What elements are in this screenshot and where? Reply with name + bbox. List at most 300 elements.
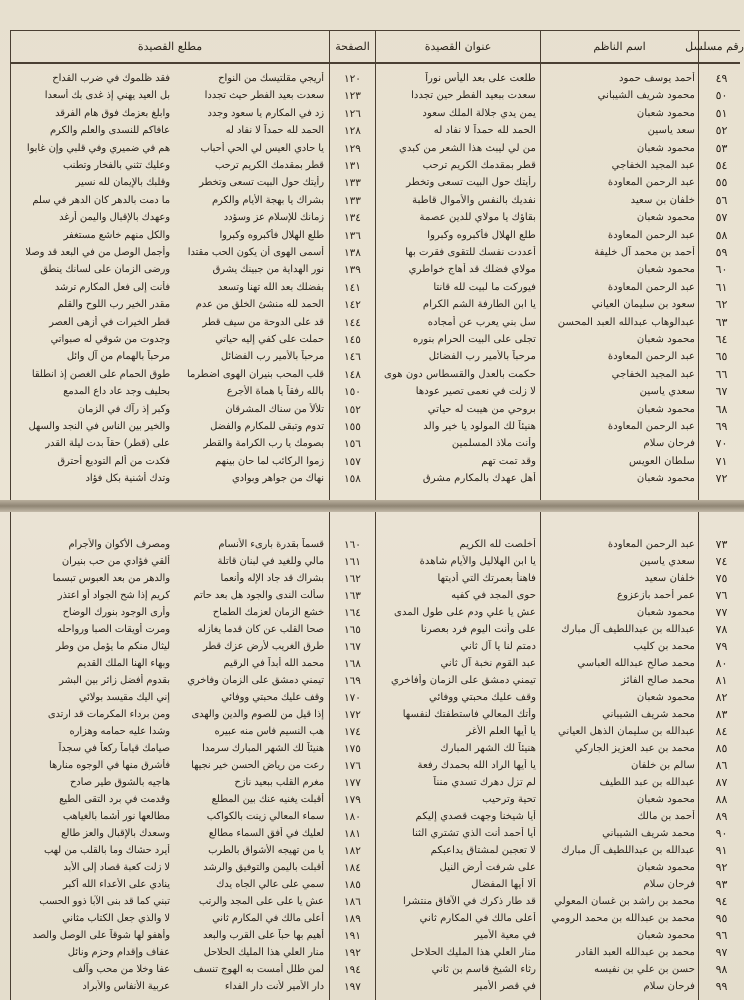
poem-title: طلعت على بعد اليأس نوراً: [425, 73, 536, 84]
poet-name: سعد ياسين: [647, 125, 695, 137]
opening-second-hemistich: وقلبك بالإيمان لله نسير: [75, 177, 170, 189]
page-number: ١٢٨: [344, 125, 361, 138]
row-number: ٨٣: [715, 708, 728, 721]
opening-second-hemistich: فأنت إلى فعل المكارم ترشد: [54, 281, 170, 293]
opening-second-hemistich: لا والذي جعل الكتاب مثاني: [62, 913, 170, 924]
poem-title: عبد القوم نخبة آل ثاني: [440, 658, 536, 669]
poet-name: عبد الرحمن المعاودة: [607, 229, 695, 241]
poem-title: يا ابن الطارفة الشم الكرام: [422, 299, 536, 311]
opening-second-hemistich: عربية الأنفاس والأبراد: [82, 981, 170, 992]
poet-name: محمد شريف الشيباني: [602, 828, 695, 839]
opening-first-hemistich: بالله رفقاً يا هماة الأجرع: [226, 386, 324, 398]
opening-second-hemistich: والدهر من بعد العبوس تبسما: [52, 573, 170, 584]
opening-first-hemistich: سألت الندى والجود هل بعد حاتم: [193, 590, 324, 601]
poem-title: قد طار ذكرك في الآفاق منتشرا: [403, 896, 536, 907]
row-number: ٨٥: [715, 742, 728, 755]
page-number: ١٤٦: [344, 351, 361, 364]
header-poet-name: اسم الناظم: [593, 40, 646, 53]
row-number: ٦٨: [715, 402, 728, 416]
bottom-page: [0, 512, 744, 1000]
row-number: ٩٣: [715, 878, 728, 891]
opening-first-hemistich: منار العلي هذا المليك الحلاحل: [203, 947, 324, 958]
opening-first-hemistich: عش يا على على المجد والرتب: [198, 896, 324, 907]
poet-name: محمد صالح الفائز: [621, 675, 695, 686]
poet-name: محمد بن كليب: [633, 641, 695, 652]
row-number: ٥٥: [715, 176, 728, 190]
row-number: ٥٧: [715, 211, 728, 225]
opening-first-hemistich: هب النسيم فاس منه عبيره: [214, 726, 324, 737]
page-number: ١٢٠: [344, 73, 361, 85]
poet-name: محمد صالح عبدالله العباسي: [577, 658, 695, 669]
poem-title: لم تزل دهرك تسدي منناً: [433, 777, 536, 788]
poem-title: حوى المجد في كفيه: [451, 590, 536, 601]
poet-name: عمر أحمد بازعزوع: [617, 590, 695, 601]
opening-second-hemistich: عفاف وإقدام وحزم ونائل: [67, 947, 170, 958]
opening-second-hemistich: وأرى الوجود بنورك الوضاح: [62, 607, 170, 618]
row-number: ٨٨: [715, 793, 728, 806]
poem-title: حكمت بالعدل والقسطاس دون هوى: [383, 368, 536, 380]
poem-title: هنيئاً لك الشهر المبارك: [440, 743, 536, 754]
row-number: ٦٣: [715, 315, 728, 329]
poem-title: على وأنت اليوم فرد بعصرنا: [420, 624, 536, 635]
opening-second-hemistich: على (قطر) حقاً بدت ليلة القدر: [45, 438, 170, 450]
row-number: ٨٧: [715, 776, 728, 789]
opening-first-hemistich: الحمد لله حمداً لا نفاد له: [225, 125, 324, 137]
poet-name: محمد بن عبد العزيز الجاركي: [574, 743, 695, 754]
poem-title: أعلى مالك في المكارم ثاني: [419, 913, 536, 924]
opening-first-hemistich: قسماً بقدرة بارىء الأنسام: [218, 539, 324, 550]
opening-first-hemistich: لعليك في أفق السماء مطالع: [208, 828, 324, 839]
row-number: ٨٠: [715, 657, 728, 670]
opening-second-hemistich: ورضى الزمان على لسانك ينطق: [40, 264, 170, 276]
poem-title: يا ابن الهلاليل والأيام شاهدة: [419, 556, 536, 567]
poet-name: أحمد بن مالك: [637, 811, 695, 822]
poem-title: مرحباً بالأمير رب الفضائل: [428, 351, 536, 363]
poet-name: محمد بن عبدالله بن محمد الرومي: [551, 913, 695, 924]
opening-first-hemistich: لمن طلل أمست به الهوج تنسف: [193, 964, 324, 975]
row-number: ٧٤: [715, 555, 728, 568]
opening-first-hemistich: زمانك للإسلام عز وسؤدد: [223, 212, 324, 224]
row-number: ٧٩: [715, 640, 728, 653]
poem-title: رثاء الشيخ قاسم بن ثاني: [431, 964, 536, 975]
poet-name: عبد الرحمن المعاودة: [607, 539, 695, 550]
row-number: ٩٤: [715, 895, 728, 908]
page-number: ١٨٠: [344, 811, 361, 823]
row-number: ٥٣: [715, 141, 728, 155]
poet-name: عبد المجيد الخفاجي: [611, 160, 695, 171]
opening-second-hemistich: عفا وخلا من محب وآلف: [72, 964, 170, 975]
page-number: ١٢٦: [344, 107, 361, 120]
poet-name: عبد الرحمن المعاودة: [607, 351, 695, 363]
page-number: ١٨٦: [344, 896, 361, 908]
row-number: ٩٧: [715, 946, 728, 959]
poet-name: عبدالله بن سليمان الذهل العياني: [558, 726, 695, 737]
page-number: ١٦٧: [344, 641, 361, 653]
page-number: ١٧٩: [344, 794, 361, 806]
page-number: ١٥٧: [344, 455, 361, 468]
opening-second-hemistich: وعهدك بالإقبال واليمن أرغد: [59, 212, 170, 224]
opening-first-hemistich: وقف عليك محبتي ووفائي: [221, 692, 324, 703]
page-number: ١٤٢: [344, 299, 361, 312]
poem-title: وأنت ملاذ المسلمين: [451, 438, 536, 450]
column-rule-title: [375, 512, 376, 1000]
opening-first-hemistich: بشراك قد جاد الإله وأنعما: [220, 573, 324, 584]
poet-name: أحمد بن محمد آل خليفة: [594, 247, 695, 258]
row-number: ٧٨: [715, 623, 728, 636]
poet-name: محمد شريف الشيباني: [602, 709, 695, 720]
opening-second-hemistich: وبهاء الهنا الملك القديم: [77, 658, 170, 669]
poem-title: على شرفت أرض النيل: [439, 862, 536, 873]
frame-left-rule: [10, 30, 11, 500]
page-number: ١٥٨: [344, 473, 361, 486]
row-number: ٦٠: [715, 263, 728, 277]
poet-name: سعدي ياسين: [639, 386, 695, 398]
row-number: ٦٩: [715, 420, 728, 433]
opening-second-hemistich: ما دمت بالدهر كان الدهر في سلم: [32, 194, 170, 206]
row-number: ٩٩: [715, 980, 728, 993]
page-number: ١٦٢: [344, 573, 361, 585]
poet-name: محمود شعبان: [636, 862, 695, 873]
page-number: ١٨٢: [344, 845, 361, 857]
row-number: ٨١: [715, 674, 728, 687]
opening-second-hemistich: والكل منهم خاشع مستغفر: [63, 229, 170, 241]
header-number: رقم مسلسل: [685, 40, 744, 53]
row-number: ٩٨: [715, 963, 728, 976]
opening-second-hemistich: ومصرف الأكوان والأجرام: [68, 539, 170, 550]
page-number: ١٧٥: [344, 743, 361, 755]
page-number: ١٩١: [344, 930, 361, 942]
opening-first-hemistich: زموا الركائب لما حان بينهم: [215, 455, 324, 467]
poem-title: بروحي من هيبت له حياتي: [427, 403, 536, 415]
page-number: ١٤٨: [344, 368, 361, 381]
frame-left-rule: [10, 512, 11, 1000]
opening-second-hemistich: كريم إذا شح الجواد أو اعتذر: [57, 590, 170, 601]
poem-title: يمن يدي جلالة الملك سعود: [422, 107, 536, 119]
poem-title: دمتم لنا يا آل ثاني: [460, 641, 536, 652]
poet-name: محمود شعبان: [636, 212, 695, 224]
row-number: ٦٢: [715, 298, 728, 312]
poem-title: هنيئاً لك المولود يا خير والد: [423, 421, 536, 432]
poem-title: تجلى على البيت الحرام بنوره: [413, 334, 536, 345]
opening-first-hemistich: تدوم وتبقى للمكارم والفضل: [210, 421, 324, 432]
poet-name: محمود شعبان: [636, 607, 695, 618]
poet-name: محمود شعبان: [636, 107, 695, 119]
page-number: ١٣٩: [344, 264, 361, 277]
opening-first-hemistich: مرحباً بالأمير رب الفضائل: [220, 351, 324, 363]
opening-first-hemistich: يا حادي العيس لي الحي أحباب: [200, 142, 324, 154]
poet-name: خلفان بن سعيد: [630, 194, 695, 206]
poet-name: حسن بن علي بن نفيسه: [594, 964, 695, 975]
row-number: ٤٩: [715, 72, 728, 85]
poem-title: قطر بمقدمك الكريم ترحب: [422, 160, 536, 171]
poem-title: مولاي فضلك قد أهاج خواطري: [408, 264, 536, 276]
opening-first-hemistich: قطر بمقدمك الكريم ترحب: [214, 160, 324, 171]
page-number: ١٩٢: [344, 947, 361, 959]
page-number: ١٣٦: [344, 229, 361, 242]
opening-second-hemistich: وأهفو لها شوقاً على الوصل والصد: [32, 930, 170, 941]
page-number: ١٣٣: [344, 177, 361, 190]
opening-second-hemistich: ليثال منكم ما يؤمل من وطر: [55, 641, 170, 652]
page-number: ١٩٤: [344, 964, 361, 976]
row-number: ٩٥: [715, 912, 728, 925]
page-number: ١٥٥: [344, 421, 361, 433]
row-number: ٨٩: [715, 810, 728, 823]
row-number: ٧١: [715, 454, 728, 468]
opening-second-hemistich: وشدا عليه حمامه وهزاره: [69, 726, 170, 737]
poet-name: فرحان سلام: [643, 981, 695, 992]
opening-second-hemistich: فكدت من ألم التوديع أحترق: [57, 455, 170, 467]
opening-second-hemistich: وابلغ بعزمك فوق هام الفرقد: [55, 107, 170, 119]
poem-title: فيوركت ما لبيت لله قانتا: [433, 281, 536, 293]
row-number: ٩٢: [715, 861, 728, 874]
opening-first-hemistich: سماء المعالي زينت بالكواكب: [206, 811, 324, 822]
poet-name: خلفان سعيد: [644, 573, 695, 584]
opening-second-hemistich: ومن برداء المكرمات قد ارتدى: [47, 709, 170, 720]
opening-second-hemistich: مطالعها نور أشما بالغياهب: [62, 811, 170, 822]
poet-name: محمود شعبان: [636, 794, 695, 805]
poem-title: أيا أحمد أنت الذي تشتري الثنا: [411, 828, 536, 839]
poem-title: وقف عليك محبتي ووفائي: [429, 692, 536, 703]
opening-first-hemistich: إذا قيل من للصوم والدين والهدى: [191, 709, 324, 720]
poem-title: عش يا علي ودم على طول المدى: [393, 607, 536, 618]
poet-name: عبد الرحمن المعاودة: [607, 281, 695, 293]
row-number: ٨٦: [715, 759, 728, 772]
opening-first-hemistich: نهاك من جواهر وبوادي: [231, 473, 324, 485]
poem-title: لا تعجبن لمشتاق يداعبكم: [430, 845, 536, 856]
poem-title: في معية الأمير: [474, 930, 536, 941]
page-number: ١٨١: [344, 828, 361, 840]
poem-title: فاهنأ بعمرتك التي أديتها: [437, 573, 536, 584]
row-number: ٨٤: [715, 725, 728, 738]
opening-first-hemistich: خشع الزمان لعزمك الطماح: [212, 607, 324, 618]
page-number: ١٨٥: [344, 879, 361, 891]
poet-name: عبد الرحمن المعاودة: [607, 177, 695, 189]
row-number: ٧٧: [715, 606, 728, 619]
poet-name: فرحان سلام: [643, 879, 695, 890]
poet-name: سلطان العويس: [628, 455, 695, 467]
row-number: ٥٦: [715, 193, 728, 207]
header-page: الصفحة: [335, 40, 370, 53]
opening-second-hemistich: وتدك أشنية بكل فؤاد: [85, 473, 170, 485]
opening-first-hemistich: هنيئاً لك الشهر المبارك سرمدا: [202, 743, 324, 754]
column-rule-title: [375, 30, 376, 500]
page-number: ١٦٩: [344, 675, 361, 687]
opening-second-hemistich: بقدوم أفضل زائر بين البشر: [59, 675, 170, 686]
row-number: ٦٦: [715, 367, 728, 381]
poem-title: نفديك بالنفس والأموال قاطبة: [412, 194, 536, 206]
row-number: ٦٤: [715, 333, 728, 346]
opening-second-hemistich: مقدر الخير رب اللوح والقلم: [57, 299, 170, 311]
opening-second-hemistich: وأجمل الوصل من في البعد قد وصلا: [25, 247, 170, 258]
poet-name: محمود شريف الشيباني: [597, 90, 695, 102]
poem-title: لا زلت في نعمى تصير عودها: [415, 386, 536, 398]
opening-second-hemistich: بحليف وجد عاد داع المدمع: [63, 386, 170, 398]
page-number: ١٣١: [344, 160, 361, 172]
row-number: ٥٨: [715, 228, 728, 242]
row-number: ٧٠: [715, 437, 728, 451]
page-number: ١٤٤: [344, 316, 361, 329]
page-number: ١٥٦: [344, 438, 361, 451]
poem-title: أيا شيخنا وجهت قصدي إليكم: [415, 811, 536, 822]
poem-title: ألا أيها المفضال: [471, 879, 536, 890]
opening-first-hemistich: رأيتك حول البيت تسعى وتخطر: [199, 177, 324, 189]
poet-name: محمد بن عبدالله العبد القادر: [575, 947, 695, 958]
page-number: ١٣٣: [344, 194, 361, 207]
page-number: ١٥٠: [344, 386, 361, 399]
column-rule-name: [540, 512, 541, 1000]
opening-first-hemistich: أهيم بها حباً على القرب والبعد: [203, 930, 324, 941]
row-number: ٦١: [715, 280, 728, 294]
opening-first-hemistich: طلع الهلال فأكبروه وكبروا: [219, 229, 324, 241]
opening-second-hemistich: عافاكم للنسدى والعلم والكرم: [49, 125, 170, 137]
opening-first-hemistich: أقبلت باليمن والتوفيق والرشد: [203, 862, 324, 873]
page-number: ١٢٩: [344, 142, 361, 155]
poet-name: عبدالوهاب عبدالله العبد المحسن: [557, 316, 695, 328]
opening-first-hemistich: أعلى مالك في المكارم ثاني: [212, 913, 324, 924]
opening-second-hemistich: فقد ظلموك في ضرب القداح: [52, 73, 170, 84]
opening-second-hemistich: ألقي فؤادي من حب بنيران: [61, 556, 170, 567]
opening-first-hemistich: أسمى الهوى أن يكون الحب مقتدا: [187, 247, 324, 258]
page-number: ١٢٣: [344, 90, 361, 103]
page-number: ١٣٤: [344, 212, 361, 225]
row-number: ٥٢: [715, 124, 728, 138]
opening-second-hemistich: ومرت أويقات الصبا ورواحله: [57, 624, 170, 635]
poet-name: عبدالله بن عبداللطيف آل مبارك: [561, 624, 695, 635]
opening-second-hemistich: مرحباً بالهمام من آل وائل: [66, 351, 170, 363]
opening-second-hemistich: وسعدك بالإقبال والعز طالع: [61, 828, 170, 839]
row-number: ٨٢: [715, 691, 728, 704]
row-number: ٩١: [715, 844, 728, 857]
page-number: ١٥٢: [344, 403, 361, 416]
page-number: ١٨٤: [344, 862, 361, 874]
poem-title: وأتك المعالي فاستطفتك لنفسها: [402, 709, 536, 720]
poet-name: محمود شعبان: [636, 930, 695, 941]
opening-first-hemistich: بصومك يا رب الكرامة والقطر: [203, 438, 324, 450]
poet-name: عبد الرحمن المعاودة: [607, 421, 695, 432]
column-rule-name: [540, 30, 541, 500]
poet-name: عبدالله بن عبد اللطيف: [599, 777, 695, 788]
poem-title: تحية وترحيب: [482, 794, 536, 805]
row-number: ٥٤: [715, 159, 728, 172]
poem-title: في قصر الأمير: [474, 981, 536, 992]
poem-title: أعددت نفسك للتقوى فقرت بها: [405, 247, 536, 258]
poet-name: محمود شعبان: [636, 692, 695, 703]
poet-name: محمود شعبان: [636, 334, 695, 345]
poet-name: عبدالله بن عبداللطيف آل مبارك: [561, 845, 695, 856]
opening-first-hemistich: مغرم القلب ببعيد نازح: [234, 777, 324, 788]
poem-title: بقاؤك يا مولاي للدين عصمة: [419, 212, 536, 224]
page-number: ١٤١: [344, 281, 361, 294]
opening-first-hemistich: سمي على عالي الجاه يدك: [216, 879, 324, 890]
opening-second-hemistich: تبني كما قد بنى الآبا ذوو الحسب: [39, 896, 170, 907]
poet-name: سالم بن خلفان: [630, 760, 695, 771]
row-number: ٧٦: [715, 589, 728, 602]
opening-second-hemistich: لا زلت كعبة قصاد إلى الأبد: [63, 862, 170, 873]
opening-first-hemistich: أريجي مقلتيسك من النواح: [218, 73, 324, 84]
poet-name: سعود بن سليمان العياني: [591, 299, 695, 311]
opening-first-hemistich: يا من تهيجه الأشواق بالطرب: [208, 845, 324, 856]
page-number: ١٤٥: [344, 334, 361, 346]
opening-first-hemistich: بفضلك بعد الله تهنا وتسعد: [217, 281, 324, 293]
poet-name: فرحان سلام: [643, 438, 695, 450]
poet-name: محمود شعبان: [636, 403, 695, 415]
poem-title: طلع الهلال فأكبروه وكبروا: [427, 229, 536, 241]
opening-second-hemistich: إني اليك مقيسد بولائي: [78, 692, 170, 703]
opening-second-hemistich: وكبر إذ رآك في الزمان: [77, 403, 170, 415]
opening-second-hemistich: قطر الخيرات في أزهى العصر: [49, 316, 170, 328]
page-number: ١٦٥: [344, 624, 361, 636]
opening-second-hemistich: وجدوت من شوقي له صبواتي: [50, 334, 170, 345]
opening-first-hemistich: تلألأ من سناك المشرقان: [225, 403, 324, 415]
opening-first-hemistich: محمد الله أبداً في الرقيم: [223, 658, 324, 669]
opening-second-hemistich: بل العيد يهني إذ غدى بك أسعدا: [44, 90, 170, 102]
poem-title: أخلصت لله الكريم: [459, 539, 536, 550]
poet-name: محمود شعبان: [636, 264, 695, 276]
page-number: ١٩٧: [344, 981, 361, 993]
poem-title: من لي ليبث هذا الشعر من كبدي: [398, 142, 536, 154]
poem-title: يا أيها العلم الأغر: [466, 726, 536, 737]
page-number: ١٦٠: [344, 539, 361, 551]
poem-title: تيمني دمشق على الزمان وأفاخري: [390, 675, 536, 686]
page-number: ١٧٦: [344, 760, 361, 772]
opening-second-hemistich: أيرد حشاك وما بالقلب من لهب: [44, 845, 170, 856]
page-number: ١٦٨: [344, 658, 361, 670]
poem-title: يا أيها الراد الله بحمدك رفعة: [417, 760, 536, 771]
row-number: ٥٩: [715, 246, 728, 259]
poet-name: محمد بن راشد بن غسان المعولي: [554, 896, 695, 907]
page-number: ١٨٩: [344, 913, 361, 925]
opening-first-hemistich: رعت من رياض الحسن خير نجيها: [191, 760, 324, 771]
opening-first-hemistich: الحمد لله منشئ الخلق من عدم: [195, 299, 324, 311]
row-number: ٧٥: [715, 572, 728, 585]
opening-first-hemistich: نور الهداية من جبينك يشرق: [212, 264, 324, 276]
opening-first-hemistich: قلب المحب بنيران الهوى اضطرما: [187, 368, 324, 380]
opening-first-hemistich: زد في المكارم يا سعود وجدد: [207, 107, 324, 119]
opening-first-hemistich: سعدت بعيد الفطر حيث تجددا: [204, 90, 324, 102]
row-number: ٩٠: [715, 827, 728, 840]
page-number: ١٧٤: [344, 726, 361, 738]
book-gutter: [0, 500, 744, 512]
row-number: ٦٧: [715, 385, 728, 399]
poem-title: وقد تمت تهم: [481, 455, 536, 467]
poem-title: الحمد لله حمداً لا نفاد له: [433, 125, 536, 137]
row-number: ٥١: [715, 106, 728, 120]
page-number: ١٣٨: [344, 247, 361, 259]
opening-first-hemistich: قد على الدوحة من سيف قطر: [202, 316, 324, 328]
poet-name: محمود شعبان: [636, 473, 695, 485]
poem-title: رأيتك حول البيت تسعى وتخطر: [406, 177, 536, 189]
opening-first-hemistich: طرق الغريب لأرض عزك قطر: [202, 641, 324, 652]
opening-first-hemistich: بشراك يا بهجة الأيام والكرم: [211, 194, 324, 206]
page-number: ١٧٧: [344, 777, 361, 789]
header-opening-line: مطلع القصيدة: [137, 40, 203, 53]
opening-second-hemistich: هاجيه بالشوق طير صادح: [69, 777, 170, 788]
page-number: ١٦٤: [344, 607, 361, 619]
poem-title: سعدت ببعيد الفطر حين تجددا: [411, 90, 536, 102]
opening-second-hemistich: وعليك تثني بالفخار وتطنب: [63, 160, 170, 171]
page-number: ١٧٠: [344, 692, 361, 704]
poet-name: محمود شعبان: [636, 142, 695, 154]
opening-second-hemistich: وقدمت في برد التقى الطيع: [59, 794, 170, 805]
opening-second-hemistich: فأشرق منها في الوجوه منارها: [49, 760, 170, 771]
opening-second-hemistich: هم في ضميري وفي قلبي وإن غابوا: [26, 142, 170, 154]
poet-name: سعدي ياسين: [639, 556, 695, 567]
page-number: ١٦٣: [344, 590, 361, 602]
opening-first-hemistich: دار الأمير لأنت دار الفداء: [224, 981, 324, 992]
opening-second-hemistich: صيامك قياماً ركعاً في سجداً: [58, 743, 170, 754]
opening-second-hemistich: ينادي على الأعداء الله أكبر: [63, 879, 170, 890]
poet-name: أحمد يوسف حمود: [618, 73, 695, 84]
